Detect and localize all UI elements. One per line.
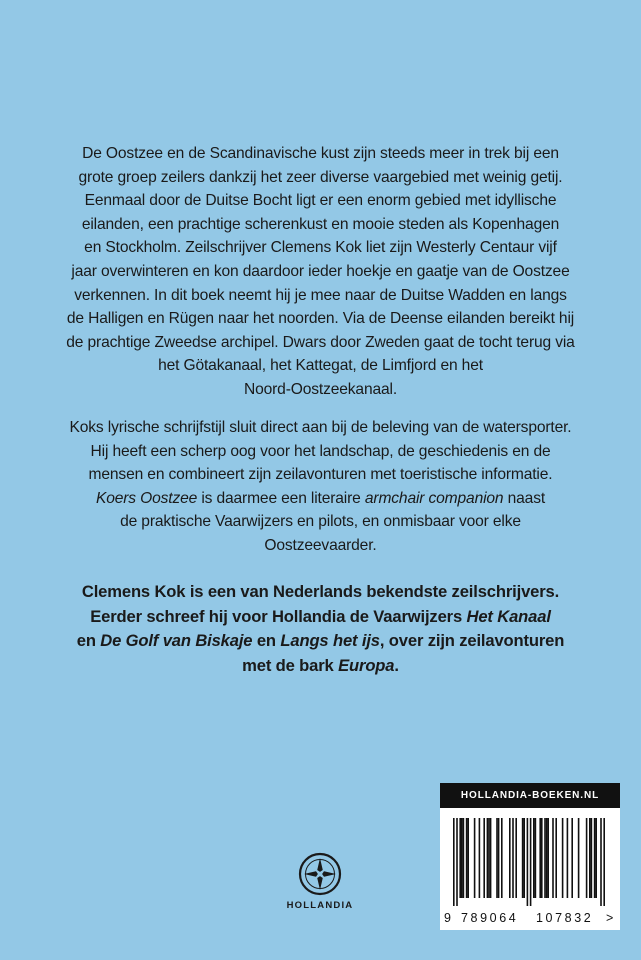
blurb-line: Eenmaal door de Duitse Bocht ligt er een enorm gebied met idyllische	[84, 192, 557, 210]
bio-line	[40, 629, 601, 654]
blurb-text: naast	[503, 489, 546, 507]
blurb-line: de Halligen en Rügen naar het noorden. Via de Deense eilanden bereikt hij	[66, 310, 575, 328]
blurb-line: en Stockholm. Zeilschrijver Clemens Kok liet zijn Westerly Centaur vijf	[84, 239, 557, 257]
barcode-bar	[544, 818, 546, 898]
barcode-bar	[594, 818, 596, 898]
blurb-line: Oostzeevaarder.	[264, 536, 377, 554]
blurb-line: Noord-Oostzeekanaal.	[243, 380, 398, 398]
bio-line	[40, 654, 601, 679]
book-title: De Golf van Biskaje	[100, 631, 253, 651]
barcode-bar	[459, 818, 461, 898]
barcode-bar	[453, 818, 455, 906]
blurb-line: grote groep zeilers dankzij het zeer diverse vaargebied met weinig getij.	[78, 168, 563, 186]
barcode-bar	[488, 818, 490, 898]
barcode-bar	[562, 818, 564, 898]
ship-name: Europa	[338, 655, 395, 675]
blurb-text: is daarmee een literaire	[197, 489, 365, 507]
blurb-line: jaar overwinteren en kon daardoor ieder hoekje en gaatje van de Oostzee	[71, 262, 570, 280]
barcode-bars	[449, 818, 611, 906]
blurb-line: eilanden, een prachtige scherenkust en mooie steden als Kopenhagen	[81, 215, 560, 233]
blurb-line: De Oostzee en de Scandinavische kust zijn steeds meer in trek bij een	[82, 145, 559, 162]
barcode-bar	[523, 818, 525, 898]
barcode-bar	[541, 818, 543, 898]
blurb-line: Hij heeft een scherp oog voor het landschap, de geschiedenis en de	[90, 442, 551, 460]
barcode-bar	[600, 818, 602, 906]
barcode-bar	[512, 818, 514, 898]
barcode-bar	[591, 818, 593, 898]
bio-line: Clemens Kok is een van Nederlands bekendste zeilschrijvers.	[81, 582, 560, 601]
barcode-bar	[474, 818, 476, 898]
book-title: Het Kanaal	[466, 606, 551, 626]
barcode-bar	[515, 818, 517, 898]
barcode-bar	[567, 818, 569, 898]
barcode-bar	[527, 818, 529, 906]
publisher-url: HOLLANDIA-BOEKEN.NL	[440, 783, 620, 808]
blurb-paragraph-1	[40, 142, 601, 402]
barcode-bar	[456, 818, 458, 906]
barcode-digits-right: 107832	[536, 911, 594, 925]
barcode-bar	[461, 818, 463, 898]
compass-rose-icon	[298, 852, 342, 896]
barcode-bar	[498, 818, 500, 898]
barcode-bar	[535, 818, 537, 898]
barcode-digits-left: 789064	[461, 911, 519, 925]
bio-line	[40, 605, 601, 630]
book-title: Koers Oostzee	[95, 489, 198, 507]
barcode-bar	[509, 818, 511, 898]
barcode-bar	[522, 818, 524, 898]
barcode-bar	[501, 818, 503, 898]
blurb-line: de praktische Vaarwijzers en pilots, en onmisbaar voor elke	[120, 513, 521, 531]
publisher-name: HOLLANDIA	[286, 900, 354, 911]
barcode-bar	[552, 818, 554, 898]
bio-text: , over zijn zeilavonturen	[379, 631, 565, 651]
barcode-bar	[539, 818, 541, 898]
barcode-bar	[530, 818, 532, 906]
publisher-logo	[280, 852, 360, 911]
blurb-line: verkennen. In dit boek neemt hij je mee naar de Duitse Wadden en langs	[74, 286, 567, 304]
blurb-line: mensen en combineert zijn zeilavonturen met toeristische informatie.	[88, 466, 553, 484]
barcode-bar	[496, 818, 498, 898]
barcode-bar	[483, 818, 485, 898]
book-title: Langs het ijs	[280, 631, 380, 651]
isbn-barcode	[440, 783, 620, 930]
barcode-bar	[555, 818, 557, 898]
blurb-line: Koks lyrische schrijfstijl sluit direct aan bij de beleving van de watersporter.	[69, 419, 572, 436]
italic-phrase: armchair companion	[364, 489, 504, 507]
blurb-line	[40, 487, 601, 511]
barcode-bar	[589, 818, 591, 898]
bio-text: met de bark	[242, 655, 339, 675]
barcode-bar	[463, 818, 465, 898]
barcode-bar	[603, 818, 605, 906]
barcode-bar	[487, 818, 489, 898]
barcode-bar	[490, 818, 492, 898]
barcode-bar	[578, 818, 580, 898]
author-bio	[40, 580, 601, 678]
blurb-line: het Götakanaal, het Kattegat, de Limfjord en het	[158, 357, 483, 375]
bio-text: en	[76, 631, 101, 651]
blurb-line: de prachtige Zweedse archipel. Dwars door Zweden gaat de tocht terug via	[66, 333, 575, 351]
barcode-bar	[466, 818, 468, 898]
barcode-bar	[586, 818, 588, 898]
barcode-bar	[479, 818, 481, 898]
blurb-paragraph-2	[40, 416, 601, 558]
barcode-bar	[533, 818, 535, 898]
barcode-bar	[595, 818, 597, 898]
barcode-digit-first: 9	[444, 911, 451, 925]
barcode-panel	[440, 808, 620, 930]
bio-text: .	[394, 655, 399, 675]
barcode-bar	[571, 818, 573, 898]
bio-text: en	[252, 631, 281, 651]
bio-text: Eerder schreef hij voor Hollandia de Vaarwijzers	[90, 606, 467, 626]
barcode-quiet-marker: >	[606, 911, 614, 925]
barcode-bar	[467, 818, 469, 898]
barcode-bar	[546, 818, 548, 898]
barcode-bar	[547, 818, 549, 898]
